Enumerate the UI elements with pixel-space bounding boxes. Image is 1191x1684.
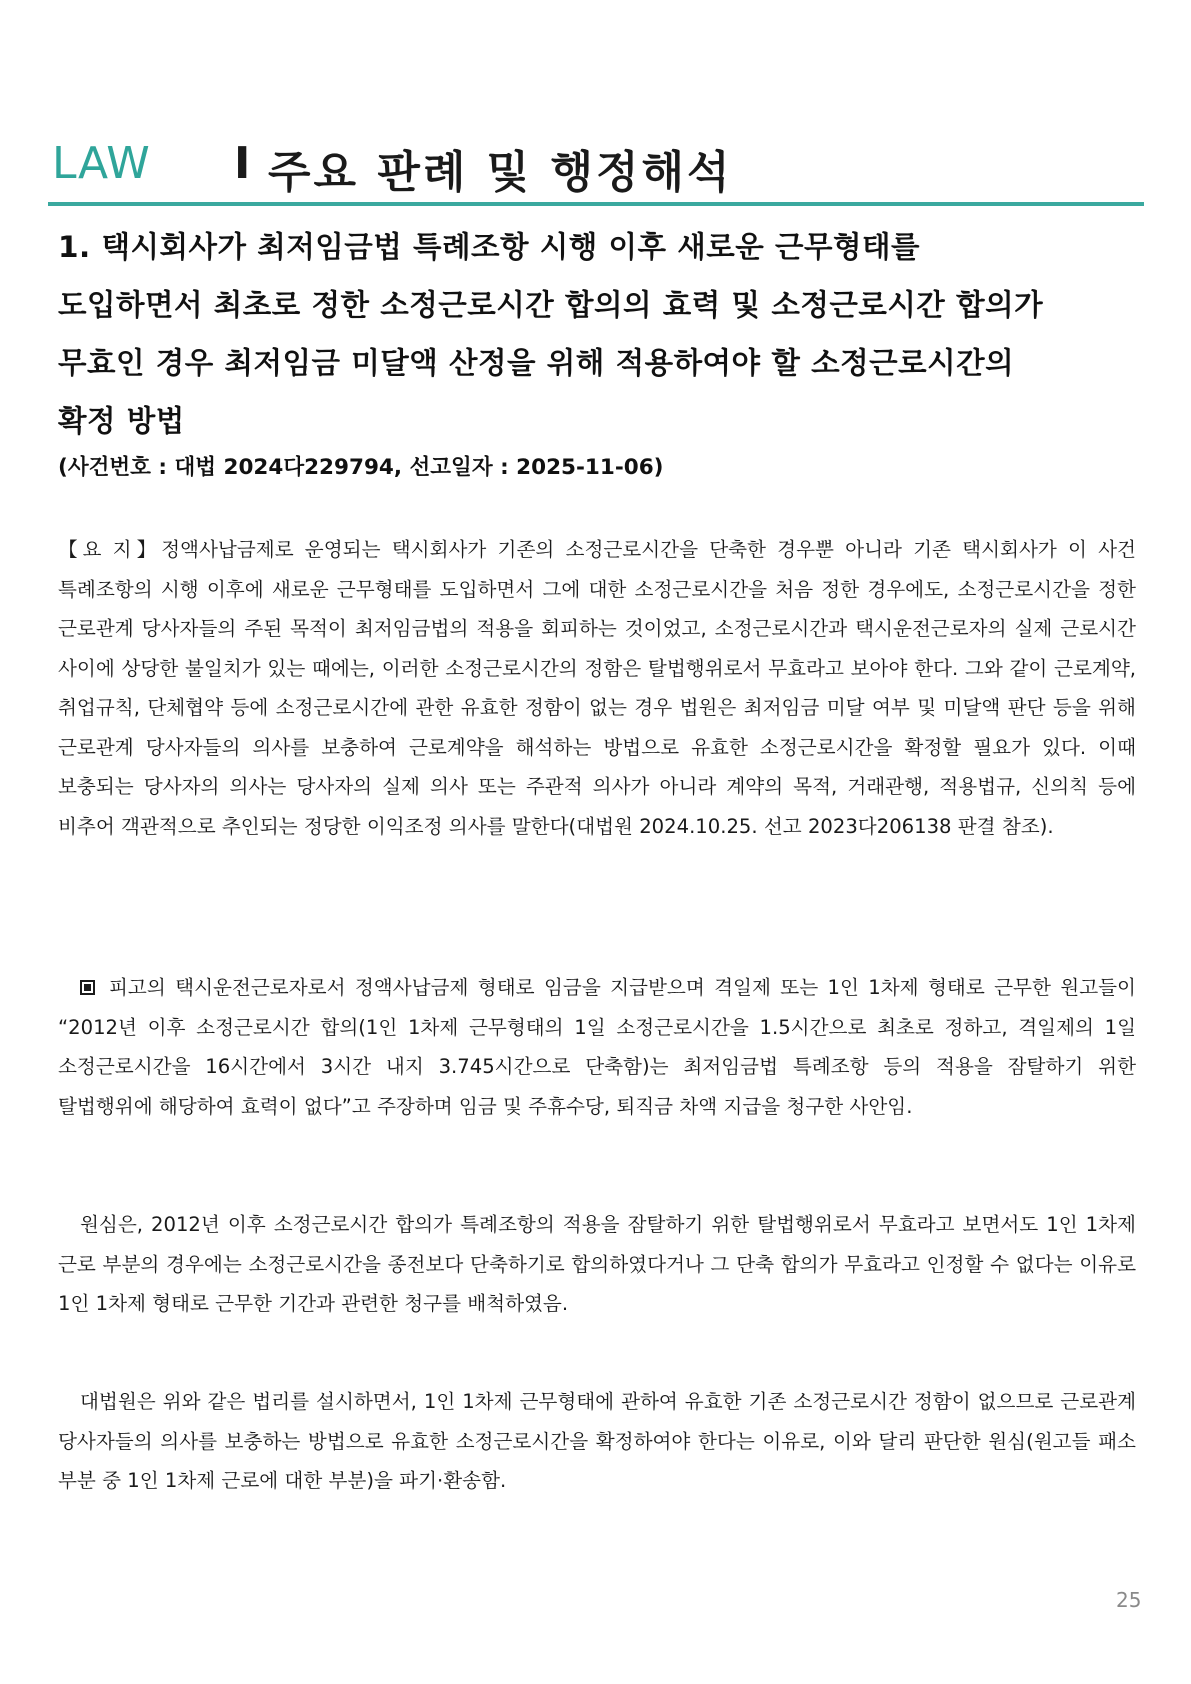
supreme-court-text: 대법원은 위와 같은 법리를 설시하면서, 1인 1차제 근무형태에 관하여 유효한 기존 소정근로시간 정함이 없으므로 근로관계 당사자들의 의사를 보충하는 방법으로 유효한 소정근로시간을 확정하여야 한다는 이유로, 이와 달리 판단한 원심(원고들 패소 부분 중 1인 1차제 근로에 대한 부분)을 파기·환송함.: [58, 1390, 1136, 1492]
page-header: [48, 128, 1144, 206]
filled-square-icon: [80, 980, 95, 995]
summary-label: 【요 지】: [58, 538, 162, 561]
case-title-line: 확정 방법: [58, 404, 185, 438]
case-title-line: 무효인 경우 최저임금 미달액 산정을 위해 적용하여야 할 소정근로시간의: [58, 346, 1015, 380]
case-title-line: 1. 택시회사가 최저임금법 특례조항 시행 이후 새로운 근무형태를: [58, 230, 921, 264]
case-meta: (사건번호 : 대법 2024다229794, 선고일자 : 2025-11-06): [58, 455, 664, 480]
facts-text: 피고의 택시운전근로자로서 정액사납금제 형태로 임금을 지급받으며 격일제 또는 1인 1차제 형태로 근무한 원고들이 “2012년 이후 소정근로시간 합의(1인 1차제 근무형태의 1일 소정근로시간을 1.5시간으로 최초로 정하고, 격일제의 1일 소정근로시간을 16시간에서 3시간 내지 3.745시간으로 단축함)는 최저임금법 특례조항 등의 적용을 잠탈하기 위한 탈법행위에 해당하여 효력이 없다”고 주장하며 임금 및 주휴수당, 퇴직금 차액 지급을 청구한 사안임.: [58, 976, 1136, 1118]
case-title-line: 도입하면서 최초로 정한 소정근로시간 합의의 효력 및 소정근로시간 합의가: [58, 288, 1044, 322]
section-category: LAW: [52, 138, 151, 189]
summary-paragraph: [58, 530, 1136, 846]
page-number: 25: [1116, 1588, 1142, 1612]
lower-court-paragraph: [58, 1205, 1136, 1324]
header-separator: I: [234, 138, 251, 189]
lower-court-text: 원심은, 2012년 이후 소정근로시간 합의가 특례조항의 적용을 잠탈하기 위한 탈법행위로서 무효라고 보면서도 1인 1차제 근로 부분의 경우에는 소정근로시간을 종전보다 단축하기로 합의하였다거나 그 단축 합의가 무효라고 인정할 수 없다는 이유로 1인 1차제 형태로 근무한 기간과 관련한 청구를 배척하였음.: [58, 1213, 1136, 1315]
supreme-court-paragraph: [58, 1382, 1136, 1501]
case-title: [58, 218, 1138, 450]
facts-paragraph: [58, 968, 1136, 1126]
section-title: 주요 판례 및 행정해석: [268, 147, 733, 198]
summary-text: 정액사납금제로 운영되는 택시회사가 기존의 소정근로시간을 단축한 경우뿐 아니라 기존 택시회사가 이 사건 특례조항의 시행 이후에 새로운 근무형태를 도입하면서 그에 대한 소정근로시간을 처음 정한 경우에도, 소정근로시간을 정한 근로관계 당사자들의 주된 목적이 최저임금법의 적용을 회피하는 것이었고, 소정근로시간과 택시운전근로자의 실제 근로시간 사이에 상당한 불일치가 있는 때에는, 이러한 소정근로시간의 정함은 탈법행위로서 무효라고 보아야 한다. 그와 같이 근로계약, 취업규칙, 단체협약 등에 소정근로시간에 관한 유효한 정함이 없는 경우 법원은 최저임금 미달 여부 및 미달액 판단 등을 위해 근로관계 당사자들의 의사를 보충하여 근로계약을 해석하는 방법으로 유효한 소정근로시간을 확정할 필요가 있다. 이때 보충되는 당사자의 의사는 당사자의 실제 의사 또는 주관적 의사가 아니라 계약의 목적, 거래관행, 적용법규, 신의칙 등에 비추어 객관적으로 추인되는 정당한 이익조정 의사를 말한다(대법원 2024.10.25. 선고 2023다206138 판결 참조).: [58, 538, 1136, 838]
